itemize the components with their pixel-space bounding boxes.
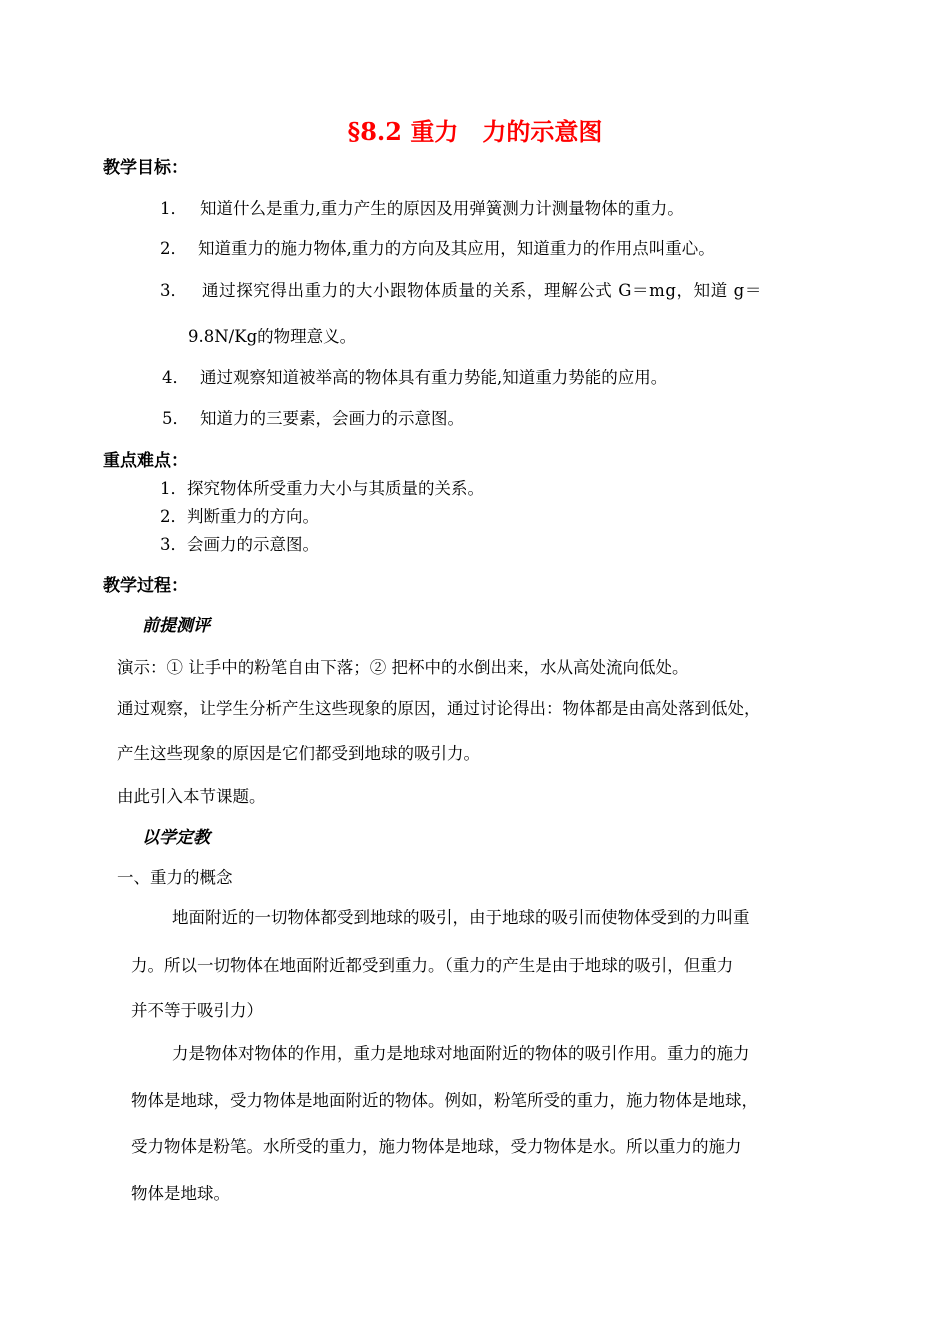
- explanation-paragraph-line: 力是物体对物体的作用，重力是地球对地面附近的物体的吸引作用。重力的施力: [172, 1044, 750, 1063]
- explanation-paragraph-line: 物体是地球，受力物体是地面附近的物体。例如，粉笔所受的重力，施力物体是地球，: [131, 1091, 758, 1110]
- objective-item-3-continued: 9.8N/Kg的物理意义。: [188, 327, 357, 346]
- objective-text: 知道什么是重力,重力产生的原因及用弹簧测力计测量物体的重力。: [200, 199, 684, 218]
- key-point-item: 3．会画力的示意图。: [160, 535, 319, 554]
- explanation-paragraph-line: 受力物体是粉笔。水所受的重力，施力物体是地球，受力物体是水。所以重力的施力: [131, 1137, 742, 1156]
- concept-paragraph-line: 并不等于吸引力）: [131, 1001, 263, 1020]
- objective-text: 通过观察知道被举高的物体具有重力势能,知道重力势能的应用。: [200, 368, 668, 387]
- observation-text-line-2: 产生这些现象的原因是它们都受到地球的吸引力。: [117, 744, 480, 763]
- section-1-title: 一、重力的概念: [117, 868, 233, 887]
- objective-number: 3．: [160, 281, 187, 300]
- concept-paragraph-line: 地面附近的一切物体都受到地球的吸引，由于地球的吸引而使物体受到的力叫重: [172, 908, 750, 927]
- objective-text: 知道力的三要素，会画力的示意图。: [200, 409, 464, 428]
- objective-number: 4．: [162, 368, 189, 387]
- objectives-heading: 教学目标：: [103, 158, 188, 178]
- key-point-item: 2．判断重力的方向。: [160, 507, 319, 526]
- concept-paragraph-line: 力。所以一切物体在地面附近都受到重力。（重力的产生是由于地球的吸引，但重力: [131, 956, 734, 975]
- objective-text: 通过探究得出重力的大小跟物体质量的关系，理解公式 G＝mg，知道 g＝: [202, 281, 762, 300]
- pretest-label: 前提测评: [142, 616, 210, 636]
- objective-number: 1．: [160, 199, 187, 218]
- observation-text-line-1: 通过观察，让学生分析产生这些现象的原因，通过讨论得出：物体都是由高处落到低处，: [117, 699, 761, 718]
- explanation-paragraph-line: 物体是地球。: [131, 1184, 230, 1203]
- process-heading: 教学过程：: [103, 576, 188, 596]
- objective-item-5: [162, 407, 464, 431]
- key-points-heading: 重点难点：: [103, 451, 188, 471]
- objective-number: 2．: [160, 239, 187, 258]
- objective-item-2: [160, 237, 715, 261]
- page-title: §8.2 重力 力的示意图: [347, 117, 603, 146]
- key-point-item: 1．探究物体所受重力大小与其质量的关系。: [160, 479, 484, 498]
- teach-label: 以学定教: [142, 828, 210, 848]
- intro-text: 由此引入本节课题。: [117, 787, 266, 806]
- demo-text: 演示：① 让手中的粉笔自由下落；② 把杯中的水倒出来，水从高处流向低处。: [117, 658, 689, 677]
- objective-text: 知道重力的施力物体,重力的方向及其应用，知道重力的作用点叫重心。: [198, 239, 715, 258]
- objective-item-3: [160, 279, 762, 303]
- objective-item-4: [162, 366, 667, 390]
- objective-item-1: [160, 197, 684, 221]
- objective-number: 5．: [162, 409, 189, 428]
